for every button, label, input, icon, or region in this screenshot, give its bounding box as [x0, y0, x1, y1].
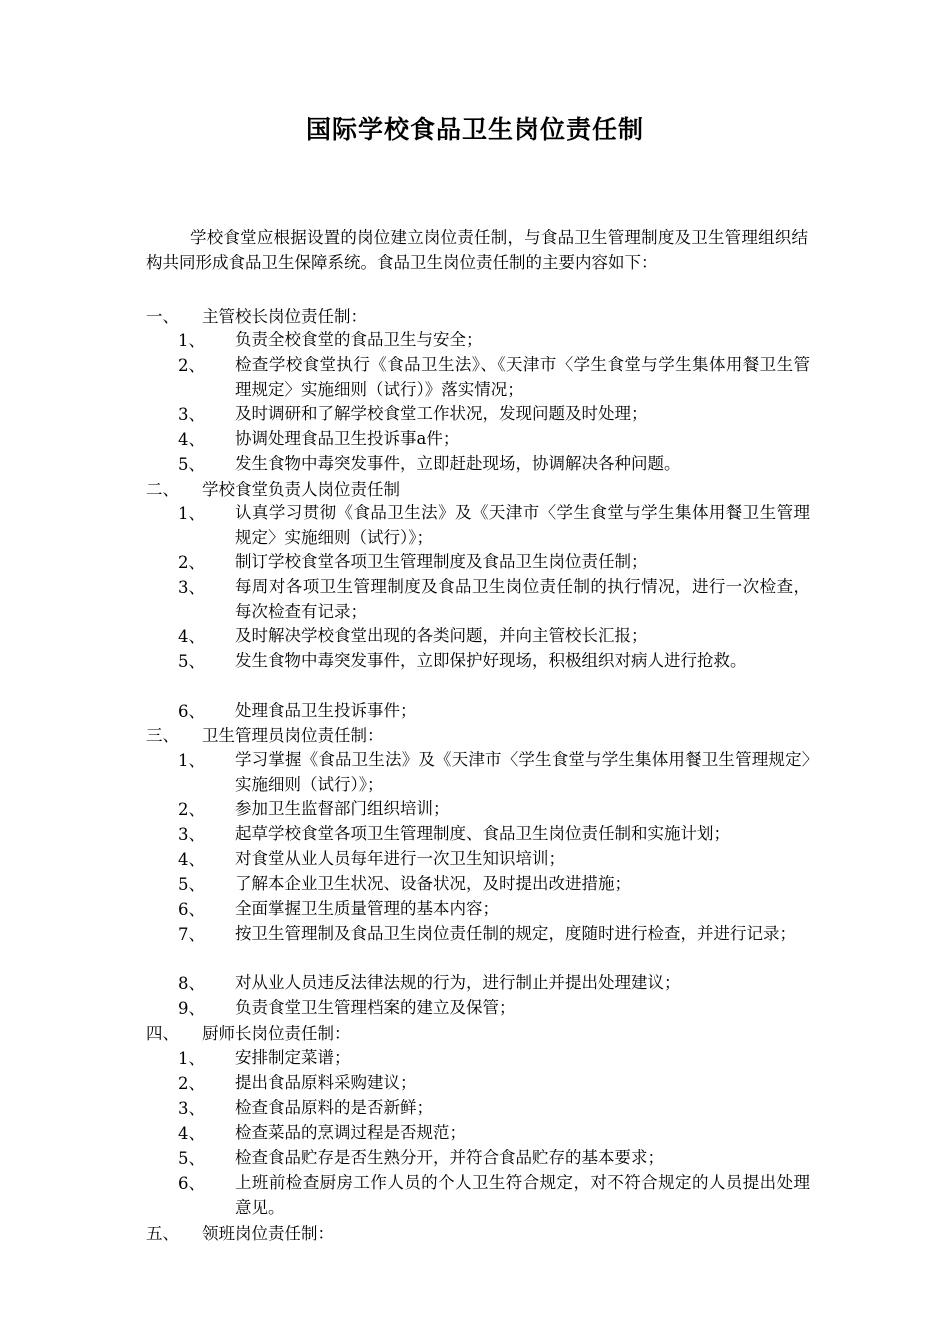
list-item-number: 8、 [178, 974, 205, 993]
list-item-number: 2、 [178, 800, 205, 819]
list-item-number: 3、 [178, 1099, 205, 1118]
list-item-text: 对从业人员违反法律法规的行为，进行制止并提出处理建议； [235, 973, 681, 992]
list-item-text: 处理食品卫生投诉事件； [235, 701, 417, 720]
list-item-number: 7、 [178, 925, 205, 944]
section-number: 一、 [146, 307, 179, 326]
list-item-text: 认真学习贯彻《食品卫生法》及《天津市〈学生食堂与学生集体用餐卫生管理规定〉实施细则（试行）》； [235, 503, 810, 547]
list-item-text: 发生食物中毒突发事件，立即保护好现场，积极组织对病人进行抢救。 [235, 651, 747, 670]
section-heading: 主管校长岗位责任制： [202, 307, 367, 326]
list-item-number: 5、 [178, 875, 205, 894]
list-item-number: 4、 [178, 430, 205, 449]
list-item-number: 6、 [178, 900, 205, 919]
section-heading: 厨师长岗位责任制： [202, 1024, 351, 1043]
list-item-text: 每周对各项卫生管理制度及食品卫生岗位责任制的执行情况，进行一次检查，每次检查有记录； [235, 577, 810, 621]
list-item-number: 4、 [178, 1124, 205, 1143]
list-item-text: 全面掌握卫生质量管理的基本内容； [235, 899, 499, 918]
list-item-text: 安排制定菜谱； [235, 1048, 351, 1067]
list-item-number: 4、 [178, 627, 205, 646]
list-item-number: 1、 [178, 751, 205, 770]
list-item-text: 及时解决学校食堂出现的各类问题，并向主管校长汇报； [235, 626, 648, 645]
list-item-text: 发生食物中毒突发事件，立即赶赴现场，协调解决各种问题。 [235, 454, 681, 473]
list-item-text: 检查菜品的烹调过程是否规范； [235, 1123, 466, 1142]
list-item-text: 按卫生管理制及食品卫生岗位责任制的规定，度随时进行检查，并进行记录； [235, 924, 796, 943]
list-item-number: 1、 [178, 504, 205, 523]
list-item-number: 5、 [178, 652, 205, 671]
list-item-text: 提出食品原料采购建议； [235, 1073, 417, 1092]
list-item-text: 检查食品贮存是否生熟分开，并符合食品贮存的基本要求； [235, 1148, 664, 1167]
list-item-number: 1、 [178, 331, 205, 350]
list-item-number: 5、 [178, 455, 205, 474]
list-item-number: 3、 [178, 825, 205, 844]
list-item-text: 协调处理食品卫生投诉事a件； [235, 429, 460, 448]
list-item-text: 了解本企业卫生状况、设备状况，及时提出改进措施； [235, 874, 631, 893]
section-number: 三、 [146, 726, 179, 745]
section-number: 五、 [146, 1224, 179, 1243]
section-heading: 领班岗位责任制： [202, 1224, 334, 1243]
list-item-text: 检查学校食堂执行《食品卫生法》、《天津市〈学生食堂与学生集体用餐卫生管理规定〉实施细则（试行）》落实情况； [235, 355, 810, 399]
list-item-text: 对食堂从业人员每年进行一次卫生知识培训； [235, 849, 565, 868]
list-item-text: 起草学校食堂各项卫生管理制度、食品卫生岗位责任制和实施计划； [235, 824, 730, 843]
list-item-number: 2、 [178, 553, 205, 572]
list-item-text: 负责全校食堂的食品卫生与安全； [235, 330, 483, 349]
list-item-text: 负责食堂卫生管理档案的建立及保管； [235, 998, 516, 1017]
section-heading: 学校食堂负责人岗位责任制 [202, 480, 400, 499]
list-item-number: 1、 [178, 1049, 205, 1068]
list-item-number: 3、 [178, 578, 205, 597]
list-item-number: 6、 [178, 702, 205, 721]
list-item-text: 检查食品原料的是否新鲜； [235, 1098, 433, 1117]
list-item-number: 9、 [178, 999, 205, 1018]
list-item-number: 2、 [178, 1074, 205, 1093]
section-heading: 卫生管理员岗位责任制： [202, 726, 384, 745]
list-item-text: 参加卫生监督部门组织培训； [235, 799, 450, 818]
list-item-number: 2、 [178, 356, 205, 375]
list-item-number: 6、 [178, 1174, 205, 1193]
list-item-text: 制订学校食堂各项卫生管理制度及食品卫生岗位责任制； [235, 552, 648, 571]
list-item-number: 5、 [178, 1149, 205, 1168]
section-number: 四、 [146, 1024, 179, 1043]
list-item-number: 4、 [178, 850, 205, 869]
list-item-text: 学习掌握《食品卫生法》及《天津市〈学生食堂与学生集体用餐卫生管理规定〉实施细则（试行）》； [235, 750, 810, 794]
intro-paragraph: 学校食堂应根据设置的岗位建立岗位责任制，与食品卫生管理制度及卫生管理组织结构共同形成食品卫生保障系统。食品卫生岗位责任制的主要内容如下： [146, 228, 808, 272]
document-title: 国际学校食品卫生岗位责任制 [305, 115, 644, 144]
list-item-text: 及时调研和了解学校食堂工作状况，发现问题及时处理； [235, 404, 648, 423]
section-number: 二、 [146, 480, 179, 499]
list-item-text: 上班前检查厨房工作人员的个人卫生符合规定，对不符合规定的人员提出处理意见。 [235, 1173, 810, 1217]
list-item-number: 3、 [178, 405, 205, 424]
